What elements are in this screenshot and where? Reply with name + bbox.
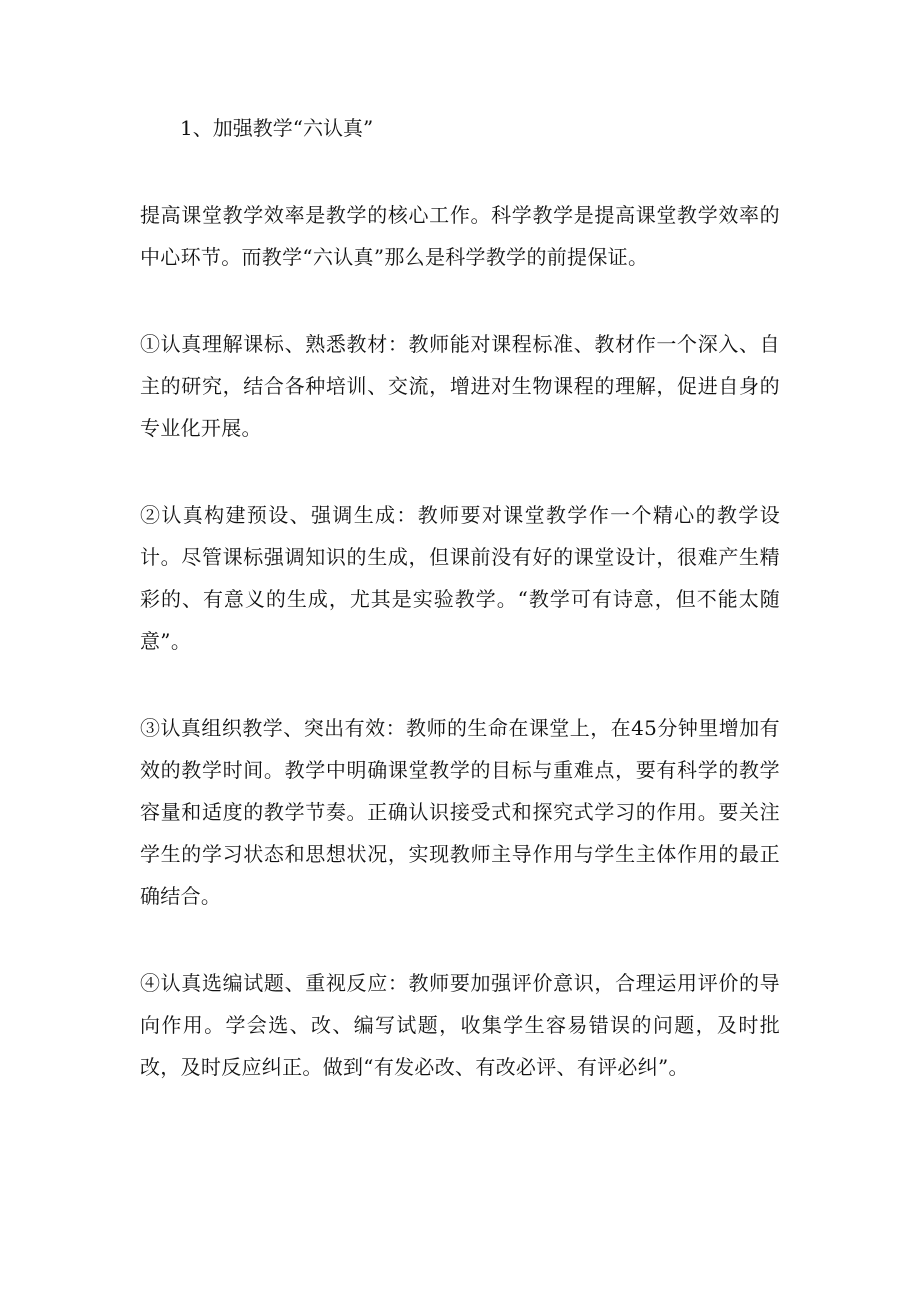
item-paragraph-4: ④认真选编试题、重视反应：教师要加强评价意识，合理运用评价的导向作用。学会选、改、编写试题，收集学生容易错误的问题，及时批改，及时反应纠正。做到“有发必改、有改必评、有评必纠”。 — [140, 971, 780, 1079]
intro-paragraph: 提高课堂教学效率是教学的核心工作。科学教学是提高课堂教学效率的中心环节。而教学“六认真”那么是科学教学的前提保证。 — [140, 203, 780, 269]
document-body — [140, 107, 780, 1133]
item-paragraph-2: ②认真构建预设、强调生成：教师要对课堂教学作一个精心的教学设计。尽管课标强调知识的生成，但课前没有好的课堂设计，很难产生精彩的、有意义的生成，尤其是实验教学。“教学可有诗意，但不能太随意”。 — [140, 503, 780, 653]
section-heading: 1、加强教学“六认真” — [180, 116, 374, 140]
item-paragraph-1: ①认真理解课标、熟悉教材：教师能对课程标准、教材作一个深入、自主的研究，结合各种培训、交流，增进对生物课程的理解，促进自身的专业化开展。 — [140, 332, 780, 440]
item-paragraph-3: ③认真组织教学、突出有效：教师的生命在课堂上，在45分钟里增加有效的教学时间。教学中明确课堂教学的目标与重难点，要有科学的教学容量和适度的教学节奏。正确认识接受式和探究式学习的作用。要关注学生的学习状态和思想状况，实现教师主导作用与学生主体作用的最正确结合。 — [140, 716, 780, 908]
